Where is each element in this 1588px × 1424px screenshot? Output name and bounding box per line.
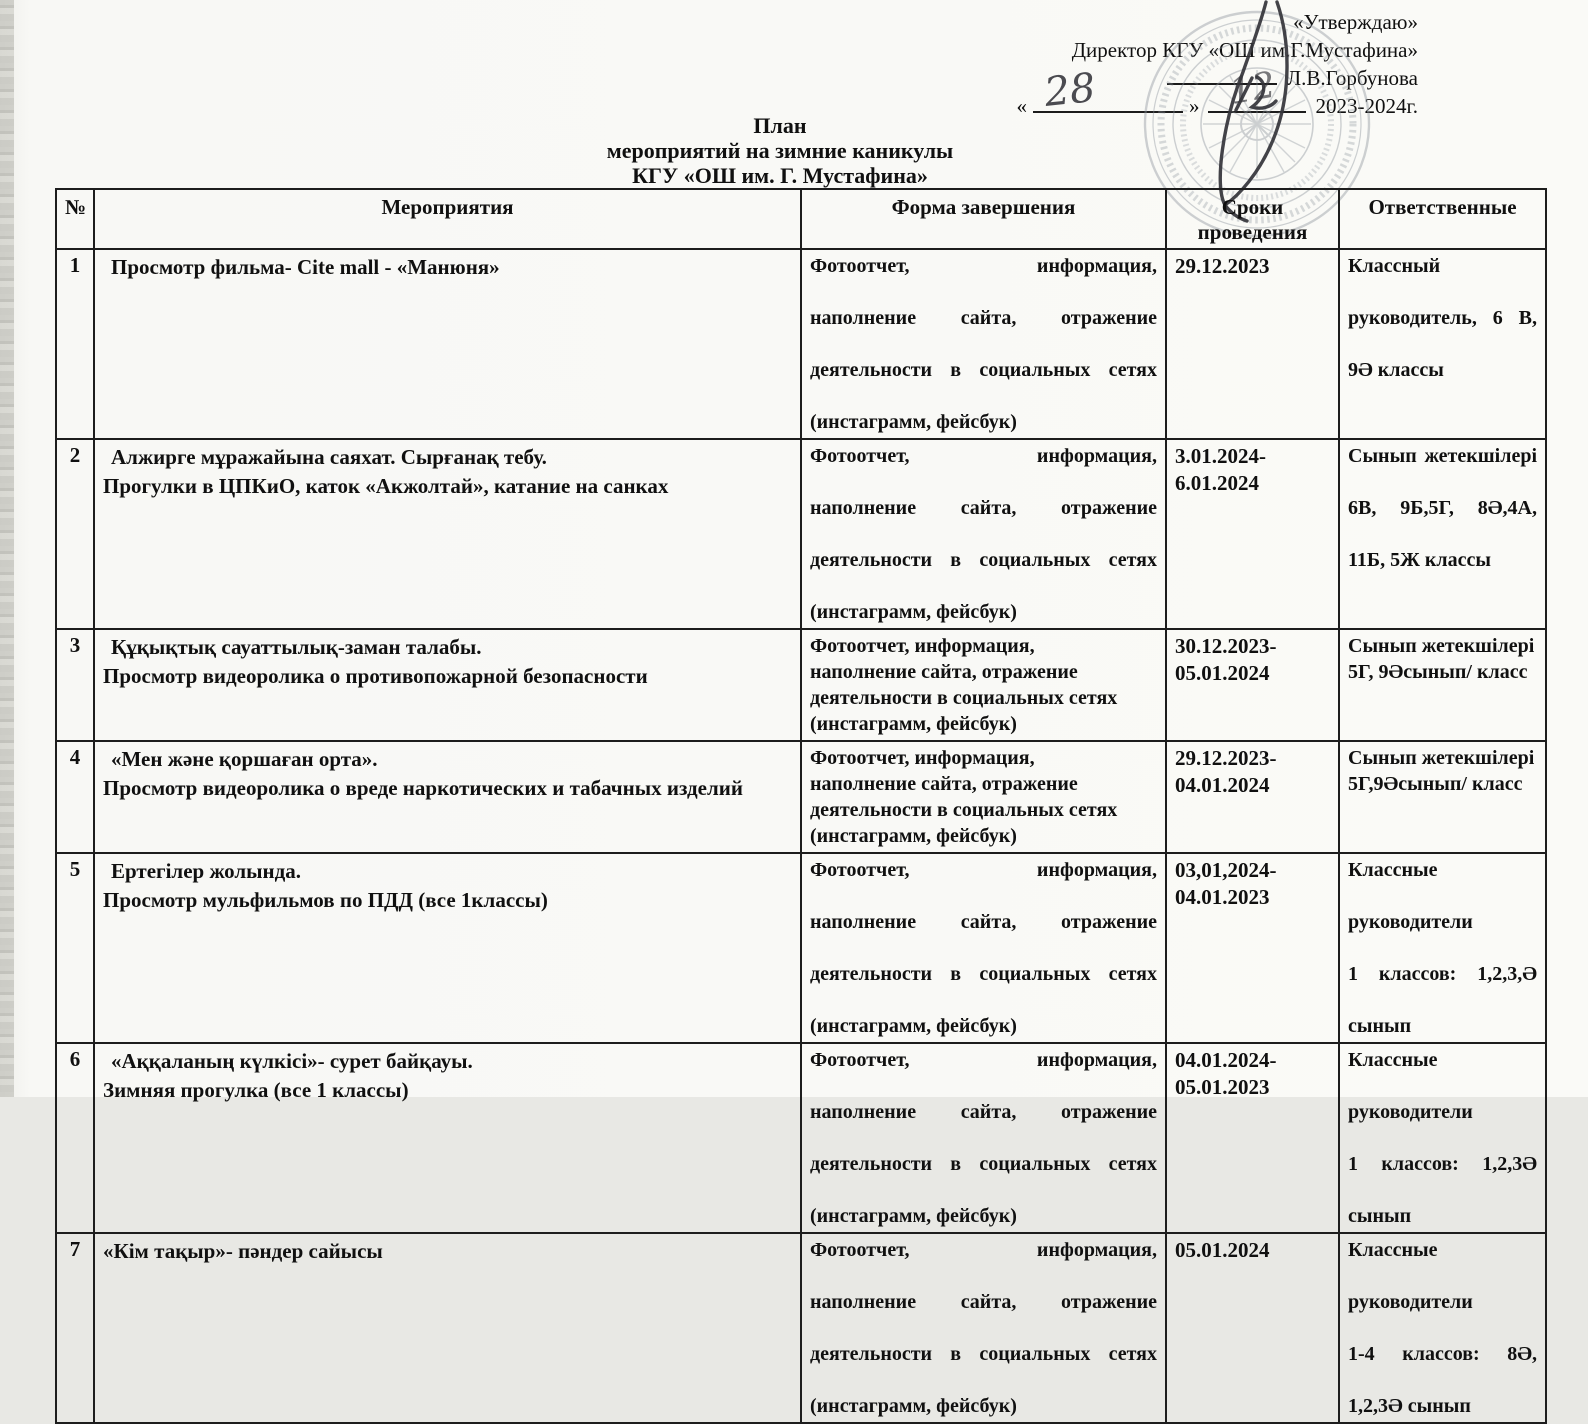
quote-close: » <box>1189 94 1200 118</box>
handwritten-day-text: 28 <box>1042 64 1098 116</box>
cell-line: Классные <box>1348 1239 1438 1261</box>
header-number: № <box>56 189 94 249</box>
signature-line <box>1017 64 1419 92</box>
cell-line: 5Г, 9Әсынып/ класс <box>1348 661 1528 683</box>
header-responsible: Ответственные <box>1339 189 1546 249</box>
cell-line: Зимняя прогулка (все 1 классы) <box>103 1078 409 1102</box>
cell-line: Сынып жетекшілері <box>1348 747 1535 769</box>
cell-line: наполнение сайта, отражение <box>810 911 1157 933</box>
cell-line: 6В, 9Б,5Г, 8Ә,4А, <box>1348 497 1537 519</box>
cell-line: 04.01.2023 <box>1175 885 1270 909</box>
cell-line: Фотоотчет, информация, <box>810 747 1035 769</box>
dates-cell <box>1166 439 1339 629</box>
day-blank <box>1033 93 1183 113</box>
director-name: Л.В.Горбунова <box>1286 66 1418 90</box>
cell-line: 6.01.2024 <box>1175 471 1259 495</box>
cell-line: 1,2,3Ә сынып <box>1348 1395 1471 1417</box>
table-row <box>56 1233 1546 1423</box>
cell-line: Фотоотчет, информация, <box>810 859 1157 881</box>
cell-line: сынып <box>1348 1205 1412 1227</box>
row-number-cell: 2 <box>56 439 94 629</box>
header-activities: Мероприятия <box>94 189 801 249</box>
table-row <box>56 853 1546 1043</box>
cell-line: «Аққаланың күлкісі»- сурет байқауы. <box>111 1049 473 1073</box>
cell-line: 29.12.2023- <box>1175 746 1277 770</box>
row-number-cell: 5 <box>56 853 94 1043</box>
cell-line: 1 классов: 1,2,3Ә <box>1348 1153 1537 1175</box>
cell-line: руководители <box>1348 1291 1473 1313</box>
signature-blank <box>1167 65 1277 85</box>
header-completion-form: Форма завершения <box>801 189 1166 249</box>
cell-line: деятельности в социальных сетях <box>810 963 1157 985</box>
cell-line: сынып <box>1348 1015 1412 1037</box>
cell-line: (инстаграмм, фейсбук) <box>810 411 1017 433</box>
cell-line: 04.01.2024 <box>1175 773 1270 797</box>
cell-line: руководители <box>1348 1101 1473 1123</box>
activity-cell <box>94 439 801 629</box>
dates-cell <box>1166 249 1339 439</box>
dates-cell <box>1166 629 1339 741</box>
activity-cell <box>94 853 801 1043</box>
table-row <box>56 629 1546 741</box>
cell-line: деятельности в социальных сетях <box>810 1153 1157 1175</box>
cell-line: Алжирге мұражайына саяхат. Сырғанақ тебу. <box>111 445 547 469</box>
cell-line: (инстаграмм, фейсбук) <box>810 825 1017 847</box>
cell-line: 05.01.2024 <box>1175 1238 1270 1262</box>
handwritten-month-text: 12 <box>1226 64 1279 113</box>
cell-line: 29.12.2023 <box>1175 254 1270 278</box>
quote-open: « <box>1016 94 1027 118</box>
cell-line: 11Б, 5Ж классы <box>1348 549 1492 571</box>
cell-line: наполнение сайта, отражение <box>810 1101 1157 1123</box>
header-dates: Сроки проведения <box>1166 189 1339 249</box>
dates-cell <box>1166 853 1339 1043</box>
cell-line: руководители <box>1348 911 1473 933</box>
activity-cell <box>94 1043 801 1233</box>
cell-line: Фотоотчет, информация, <box>810 635 1035 657</box>
cell-line: Просмотр видеоролика о противопожарной безопасности <box>103 664 648 688</box>
activity-cell <box>94 741 801 853</box>
cell-line: 3.01.2024- <box>1175 444 1266 468</box>
year-label: 2023-2024г. <box>1315 94 1418 118</box>
table-row <box>56 249 1546 439</box>
cell-line: наполнение сайта, отражение <box>810 773 1078 795</box>
cell-line: «Кім тақыр»- пәндер сайысы <box>103 1239 383 1263</box>
approval-label: «Утверждаю» <box>1293 10 1418 34</box>
activity-cell <box>94 1233 801 1423</box>
completion-form-cell <box>801 1043 1166 1233</box>
responsible-cell <box>1339 853 1546 1043</box>
completion-form-cell <box>801 249 1166 439</box>
cell-line: деятельности в социальных сетях <box>810 549 1157 571</box>
cell-line: (инстаграмм, фейсбук) <box>810 1015 1017 1037</box>
table-row <box>56 1043 1546 1233</box>
completion-form-cell <box>801 853 1166 1043</box>
completion-form-cell <box>801 1233 1166 1423</box>
cell-line: деятельности в социальных сетях <box>810 1343 1157 1365</box>
responsible-cell <box>1339 249 1546 439</box>
cell-line: 30.12.2023- <box>1175 634 1277 658</box>
cell-line: наполнение сайта, отражение <box>810 497 1157 519</box>
cell-line: наполнение сайта, отражение <box>810 661 1078 683</box>
month-blank <box>1208 93 1306 113</box>
cell-line: Классный <box>1348 255 1441 277</box>
row-number-cell: 7 <box>56 1233 94 1423</box>
completion-form-cell <box>801 741 1166 853</box>
cell-line: 1-4 классов: 8Ә, <box>1348 1343 1537 1365</box>
cell-line: 05.01.2023 <box>1175 1075 1270 1099</box>
cell-line: Классные <box>1348 1049 1438 1071</box>
plan-table <box>55 188 1547 1424</box>
cell-line: наполнение сайта, отражение <box>810 307 1157 329</box>
plan-table-body <box>56 249 1546 1423</box>
table-row <box>56 439 1546 629</box>
cell-line: Фотоотчет, информация, <box>810 445 1157 467</box>
title-line-1: План <box>753 113 807 138</box>
cell-line: (инстаграмм, фейсбук) <box>810 713 1017 735</box>
cell-line: Прогулки в ЦПКиО, каток «Акжолтай», катание на санках <box>103 474 669 498</box>
cell-line: Фотоотчет, информация, <box>810 1049 1157 1071</box>
dates-cell <box>1166 1043 1339 1233</box>
cell-line: 04.01.2024- <box>1175 1048 1277 1072</box>
cell-line: Ертегілер жолында. <box>111 859 302 883</box>
cell-line: Сынып жетекшілері <box>1348 635 1535 657</box>
cell-line: 9Ә классы <box>1348 359 1444 381</box>
cell-line: Сынып жетекшілері <box>1348 445 1537 467</box>
table-header-row <box>56 189 1546 249</box>
cell-line: Классные <box>1348 859 1438 881</box>
row-number-cell: 6 <box>56 1043 94 1233</box>
cell-line: руководитель, 6 В, <box>1348 307 1537 329</box>
cell-line: Просмотр мульфильмов по ПДД (все 1классы) <box>103 888 548 912</box>
cell-line: 05.01.2024 <box>1175 661 1270 685</box>
cell-line: (инстаграмм, фейсбук) <box>810 1395 1017 1417</box>
responsible-cell <box>1339 1233 1546 1423</box>
cell-line: Просмотр фильма- Cite mall - «Манюня» <box>111 255 500 279</box>
activity-cell <box>94 629 801 741</box>
cell-line: Просмотр видеоролика о вреде наркотических и табачных изделий <box>103 776 743 800</box>
cell-line: Құқықтық сауаттылық-заман талабы. <box>111 635 482 659</box>
cell-line: деятельности в социальных сетях <box>810 799 1118 821</box>
dates-cell <box>1166 741 1339 853</box>
title-line-3: КГУ «ОШ им. Г. Мустафина» <box>632 163 928 188</box>
cell-line: (инстаграмм, фейсбук) <box>810 601 1017 623</box>
activity-cell <box>94 249 801 439</box>
table-row <box>56 741 1546 853</box>
dates-cell <box>1166 1233 1339 1423</box>
row-number-cell: 3 <box>56 629 94 741</box>
director-line: Директор КГУ «ОШ им.Г.Мустафина» <box>1071 38 1418 62</box>
row-number-cell: 4 <box>56 741 94 853</box>
completion-form-cell <box>801 629 1166 741</box>
cell-line: 5Г,9Әсынып/ класс <box>1348 773 1523 795</box>
cell-line: деятельности в социальных сетях <box>810 687 1118 709</box>
approval-block <box>1017 8 1419 120</box>
responsible-cell <box>1339 629 1546 741</box>
responsible-cell <box>1339 1043 1546 1233</box>
title-line-2: мероприятий на зимние каникулы <box>606 138 954 163</box>
cell-line: (инстаграмм, фейсбук) <box>810 1205 1017 1227</box>
document-title <box>0 113 1560 188</box>
cell-line: 03,01,2024- <box>1175 858 1277 882</box>
row-number-cell: 1 <box>56 249 94 439</box>
cell-line: «Мен және қоршаған орта». <box>111 747 378 771</box>
cell-line: деятельности в социальных сетях <box>810 359 1157 381</box>
responsible-cell <box>1339 741 1546 853</box>
responsible-cell <box>1339 439 1546 629</box>
cell-line: Фотоотчет, информация, <box>810 255 1157 277</box>
cell-line: наполнение сайта, отражение <box>810 1291 1157 1313</box>
cell-line: Фотоотчет, информация, <box>810 1239 1157 1261</box>
cell-line: 1 классов: 1,2,3,Ә <box>1348 963 1537 985</box>
completion-form-cell <box>801 439 1166 629</box>
